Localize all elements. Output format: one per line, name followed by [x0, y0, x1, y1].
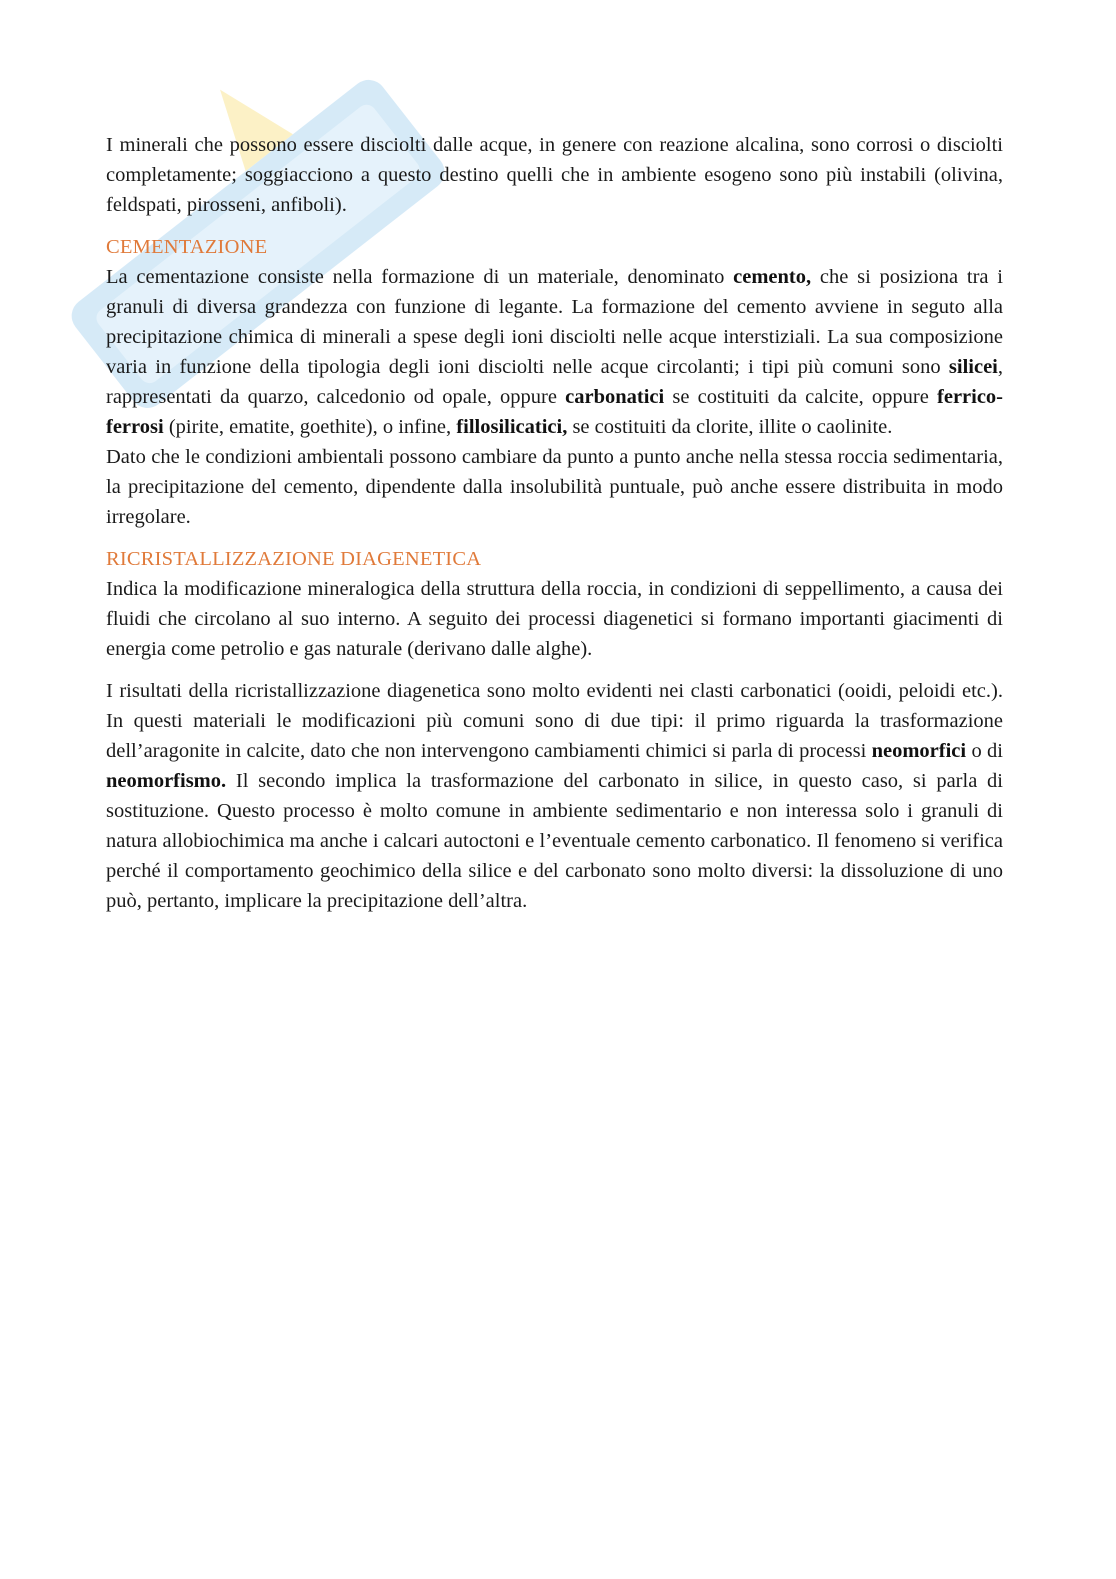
text-run: Il secondo implica la trasformazione del carbonato in silice, in questo caso, si parla di sostituzione. Questo processo è molto comune in ambiente sedimentario e non interessa solo i granuli di natura allobiochimica ma anche i calcari autoctoni e l’eventuale cemento carbonatico. Il fenomeno si verifica perché il comportamento geochimico della silice e del carbonato sono molto diversi: la dissoluzione di uno può, pertanto, implicare la precipitazione dell’altra.: [106, 770, 1003, 912]
term-silicei: silicei: [948, 356, 998, 378]
text-run: (pirite, ematite, goethite), o infine,: [163, 416, 457, 438]
section-heading-ricristallizzazione: RICRISTALLIZZAZIONE DIAGENETICA: [106, 548, 482, 570]
text-run: I risultati della ricristallizzazione diagenetica sono molto evidenti nei clasti carbonatici (ooidi, peloidi etc.). In questi materiali le modificazioni più comuni sono di due tipi: il primo riguarda la trasformazione dell’aragonite in calcite, dato che non intervengono cambiamenti chimici si parla di processi: [106, 680, 1003, 762]
term-neomorfismo: neomorfismo.: [106, 770, 227, 792]
text-run: , rappresentati da quarzo, calcedonio od opale, oppure: [106, 356, 1003, 408]
term-ferrico-ferrosi: ferrico-ferrosi: [106, 386, 1004, 438]
text-run: se costituiti da calcite, oppure: [664, 386, 938, 408]
term-fillosilicatici: fillosilicatici,: [456, 416, 568, 438]
ricristallizzazione-paragraph-1: Indica la modificazione mineralogica della struttura della roccia, in condizioni di seppellimento, a causa dei fluidi che circolano al suo interno. A seguito dei processi diagenetici si formano importanti giacimenti di energia come petrolio e gas naturale (derivano dalle alghe).: [106, 578, 1003, 660]
term-carbonatici: carbonatici: [565, 386, 665, 408]
cementazione-paragraph-2: Dato che le condizioni ambientali possono cambiare da punto a punto anche nella stessa roccia sedimentaria, la precipitazione del cemento, dipendente dalla insolubilità puntuale, può anche essere distribuita in modo irregolare.: [106, 446, 1003, 528]
text-run: La cementazione consiste nella formazione di un materiale, denominato: [106, 266, 734, 288]
ricristallizzazione-paragraph-2: [106, 676, 1003, 916]
intro-paragraph: I minerali che possono essere disciolti dalle acque, in genere con reazione alcalina, sono corrosi o disciolti completamente; soggiacciono a questo destino quelli che in ambiente esogeno sono più instabili (olivina, feldspati, pirosseni, anfiboli).: [106, 134, 1003, 216]
text-run: che si posiziona tra i granuli di diversa grandezza con funzione di legante. La formazione del cemento avviene in seguto alla precipitazione chimica di minerali a spese degli ioni disciolti nelle acque interstiziali. La sua composizione varia in funzione della tipologia degli ioni disciolti nelle acque circolanti; i tipi più comuni sono: [106, 266, 1003, 378]
term-neomorfici: neomorfici: [871, 740, 967, 762]
text-run: se costituiti da clorite, illite o caolinite.: [567, 416, 893, 438]
text-run: o di: [966, 740, 1003, 762]
cementazione-paragraph-1: [106, 262, 1003, 442]
document-body: [106, 130, 1003, 916]
section-heading-cementazione: CEMENTAZIONE: [106, 236, 268, 258]
term-cemento: cemento,: [733, 266, 812, 288]
